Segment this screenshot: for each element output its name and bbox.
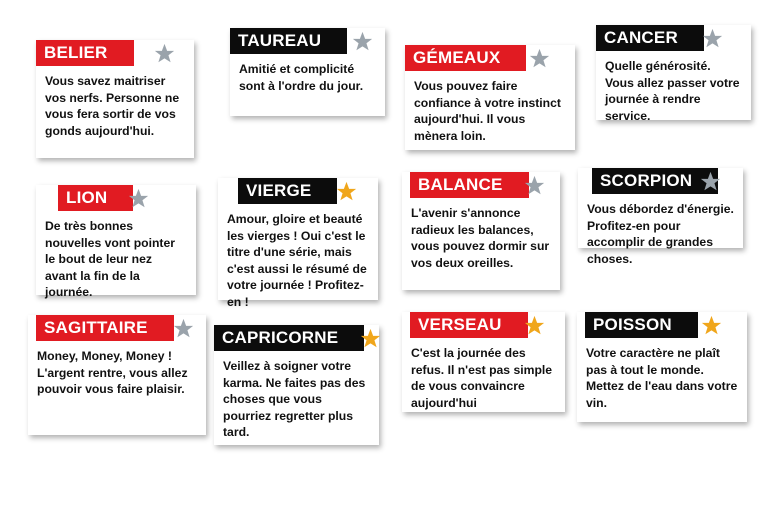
card-inner [214, 325, 379, 451]
horoscope-card[interactable] [218, 178, 378, 309]
horoscope-text: Quelle générosité. Vous allez passer votre journée à rendre service. [605, 59, 740, 123]
sign-bar [238, 178, 337, 204]
star-icon [529, 48, 550, 69]
horoscope-card[interactable] [578, 168, 743, 266]
sign-header [596, 25, 751, 51]
card-inner [36, 185, 196, 311]
sign-header [402, 312, 565, 338]
horoscope-card[interactable] [36, 185, 196, 299]
sign-bar [58, 185, 133, 211]
star-icon [702, 28, 723, 49]
horoscope-card[interactable] [36, 40, 194, 158]
sign-name: BELIER [44, 43, 108, 62]
horoscope-card[interactable] [402, 312, 565, 412]
sign-header [218, 178, 378, 204]
sign-bar [36, 315, 174, 341]
horoscope-text: Amitié et complicité sont à l'ordre du jour. [239, 62, 364, 93]
sign-name: BALANCE [418, 175, 503, 194]
horoscope-text: De très bonnes nouvelles vont pointer le bout de leur nez avant la fin de la journée. [45, 219, 176, 299]
card-inner [230, 28, 385, 104]
horoscope-card[interactable] [230, 28, 385, 116]
star-icon [700, 171, 721, 192]
card-inner [577, 312, 747, 421]
card-inner [405, 45, 575, 154]
horoscope-card[interactable] [402, 172, 560, 290]
sign-header [577, 312, 747, 338]
sign-name: POISSON [593, 315, 672, 334]
card-inner [28, 315, 206, 408]
card-inner [402, 312, 565, 421]
star-icon [524, 175, 545, 196]
sign-name: SAGITTAIRE [44, 318, 148, 337]
horoscope-card[interactable] [405, 45, 575, 150]
horoscope-text: L'avenir s'annonce radieux les balances, vous pouvez dormir sur vos deux oreilles. [411, 206, 550, 270]
sign-name: TAUREAU [238, 31, 322, 50]
sign-bar [596, 25, 704, 51]
star-icon [336, 181, 357, 202]
star-icon [701, 315, 722, 336]
sign-name: CAPRICORNE [222, 328, 339, 347]
horoscope-text: Vous pouvez faire confiance à votre instinct aujourd'hui. Il vous mènera loin. [414, 79, 561, 143]
horoscope-text: Vous savez maitriser vos nerfs. Personne ne vous fera sortir de vos gonds aujourd'hui. [45, 74, 180, 138]
horoscope-text: Votre caractère ne plaît pas à tout le monde. Mettez de l'eau dans votre vin. [586, 346, 738, 410]
horoscope-text: Money, Money, Money ! L'argent rentre, vous allez pouvoir vous faire plaisir. [37, 349, 188, 396]
horoscope-text: C'est la journée des refus. Il n'est pas simple de vous convaincre aujourd'hui [411, 346, 553, 410]
sign-name: LION [66, 188, 108, 207]
card-inner [36, 40, 194, 149]
sign-bar [230, 28, 347, 54]
star-icon [360, 328, 381, 349]
sign-header [36, 40, 194, 66]
card-inner [402, 172, 560, 281]
card-inner [596, 25, 751, 134]
star-icon [352, 31, 373, 52]
sign-header [28, 315, 206, 341]
sign-name: CANCER [604, 28, 678, 47]
horoscope-card[interactable] [28, 315, 206, 435]
sign-header [36, 185, 196, 211]
sign-bar [410, 312, 528, 338]
sign-header [578, 168, 743, 194]
horoscope-text: Vous débordez d'énergie. Profitez-en pour accomplir de grandes choses. [587, 202, 734, 266]
star-icon [173, 318, 194, 339]
horoscope-text: Amour, gloire et beauté les vierges ! Oui c'est le titre d'une série, mais c'est aussi le résumé de votre journée ! Profitez-en ! [227, 212, 367, 309]
horoscope-card[interactable] [214, 325, 379, 445]
horoscope-card[interactable] [596, 25, 751, 123]
horoscope-card[interactable] [577, 312, 747, 422]
sign-bar [214, 325, 364, 351]
sign-name: SCORPION [600, 171, 693, 190]
sign-bar [410, 172, 529, 198]
sign-name: GÉMEAUX [413, 48, 501, 67]
card-inner [578, 168, 743, 277]
card-inner [218, 178, 378, 320]
star-icon [128, 188, 149, 209]
horoscope-text: Veillez à soigner votre karma. Ne faites pas des choses que vous pourriez regretter plus tard. [223, 359, 366, 439]
sign-name: VIERGE [246, 181, 312, 200]
sign-bar [585, 312, 698, 338]
sign-bar [36, 40, 134, 66]
sign-bar [405, 45, 526, 71]
sign-header [230, 28, 385, 54]
sign-header [214, 325, 379, 351]
sign-header [405, 45, 575, 71]
sign-header [402, 172, 560, 198]
star-icon [154, 43, 175, 64]
star-icon [524, 315, 545, 336]
sign-name: VERSEAU [418, 315, 502, 334]
